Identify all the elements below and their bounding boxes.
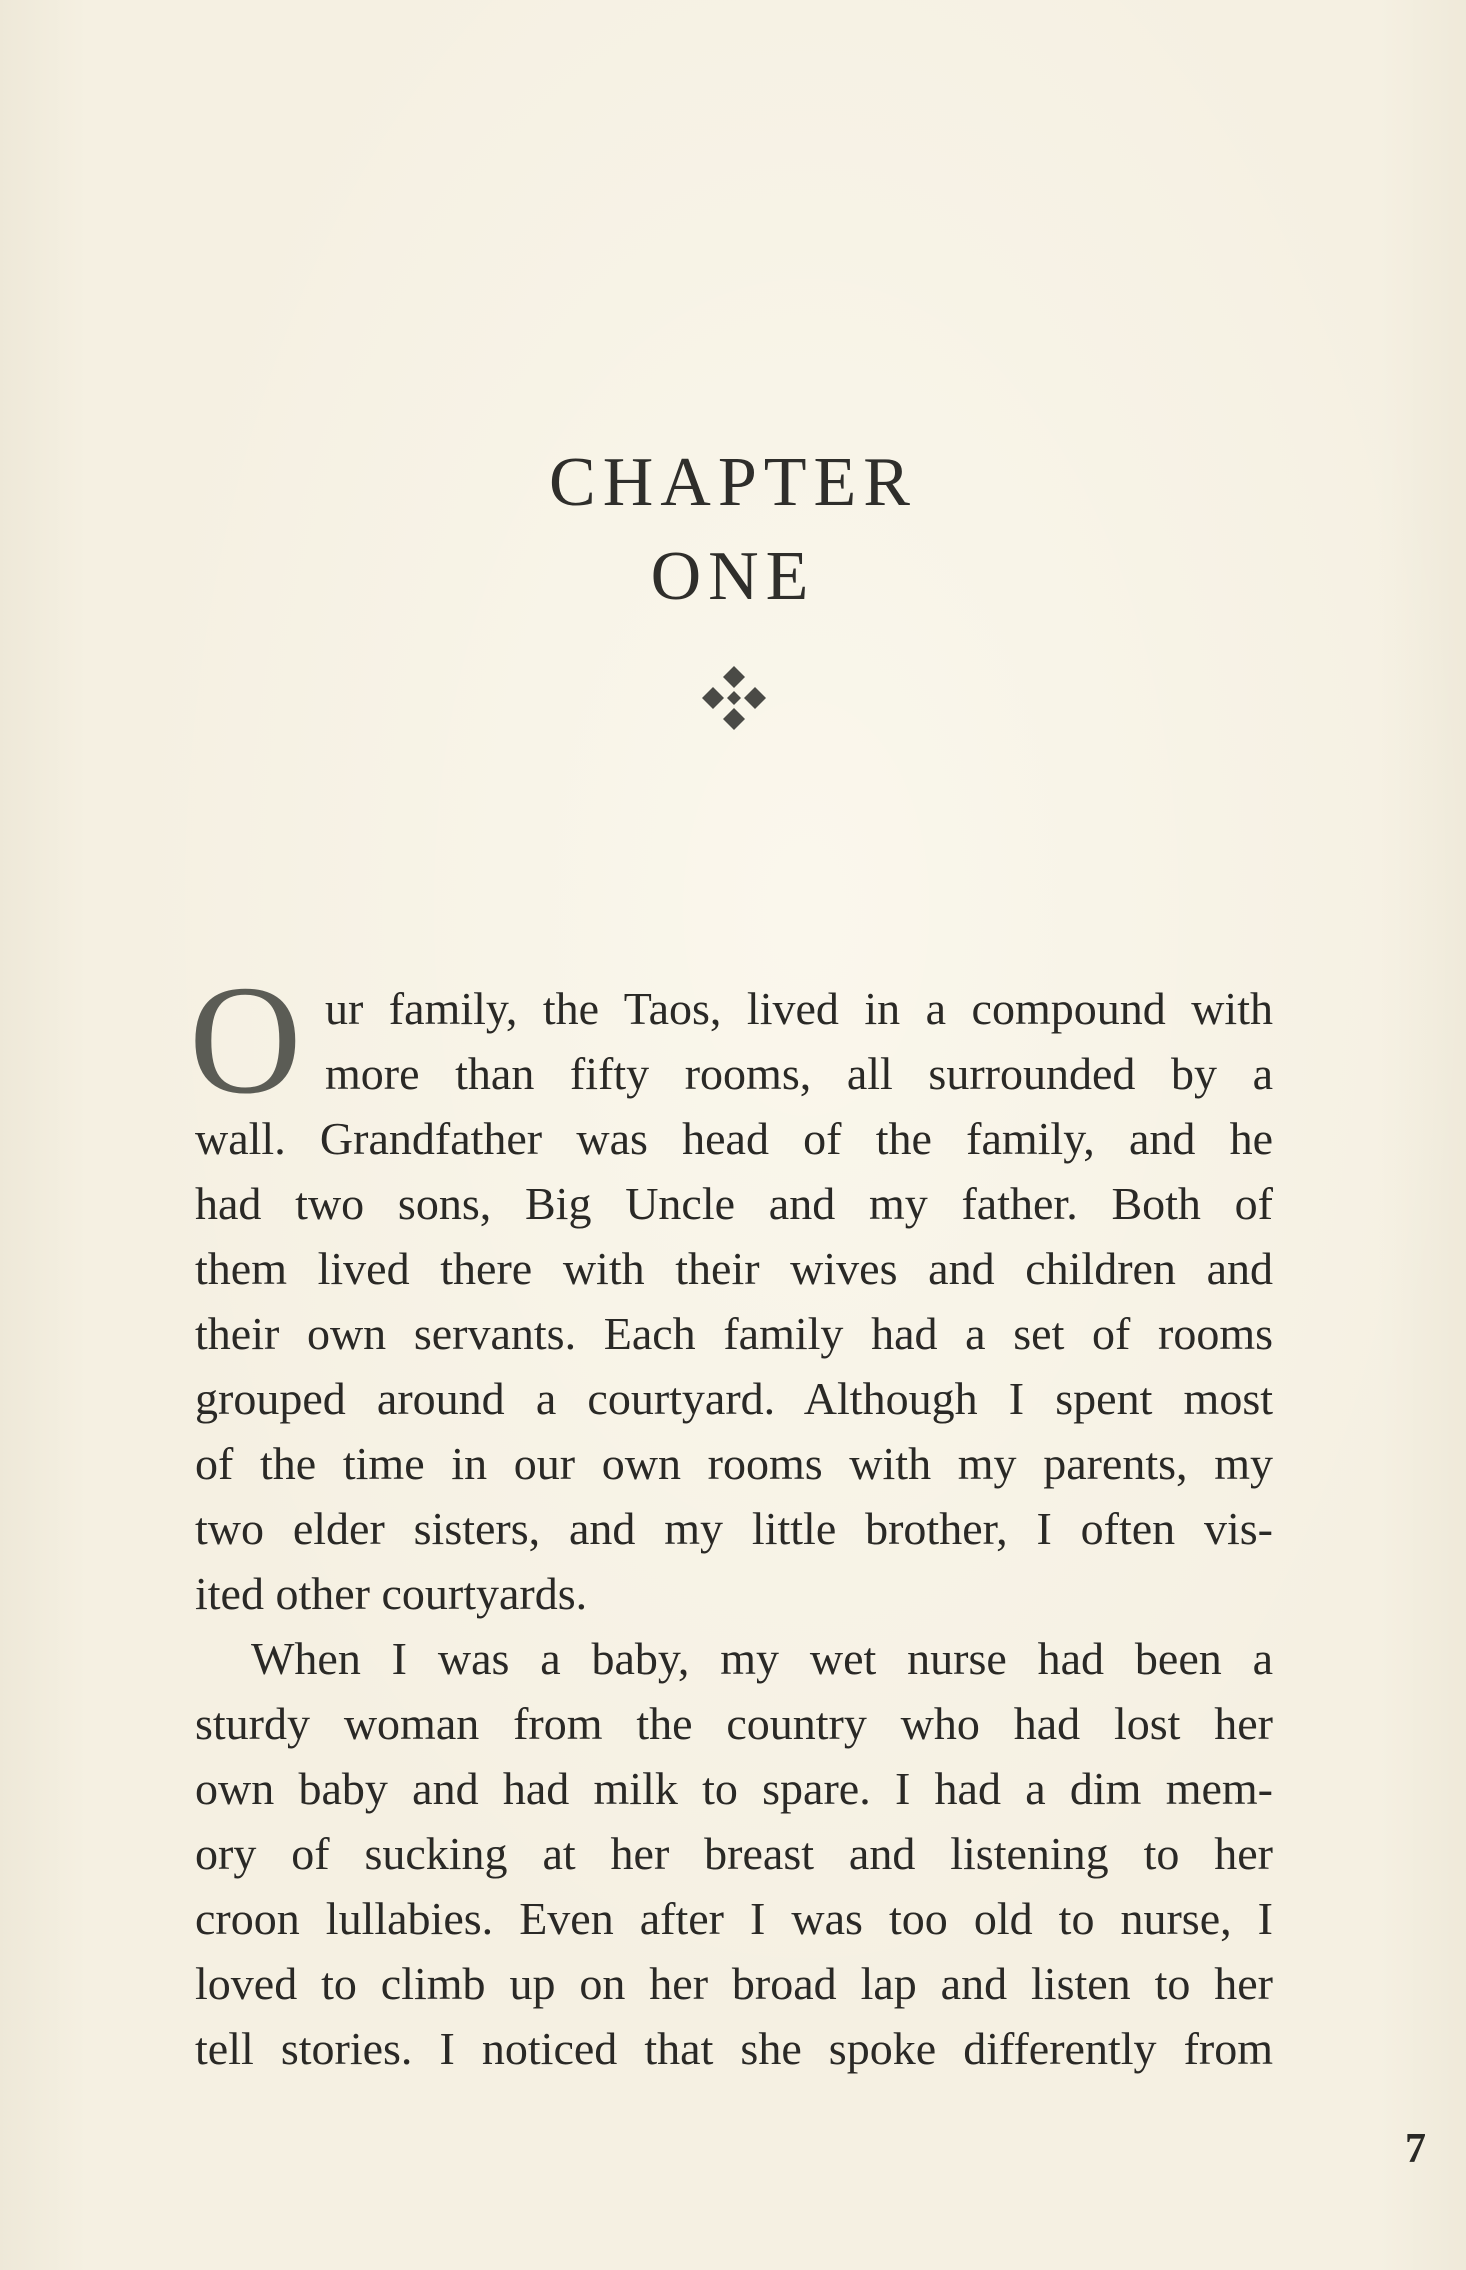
paragraph-2 [195,1626,1273,2081]
text-line: their own servants. Each family had a set of rooms [195,1308,1273,1359]
text-line: tell stories. I noticed that she spoke differently from [195,2023,1273,2074]
chapter-heading-number: ONE [650,538,816,615]
text-line: ited other courtyards. [195,1568,588,1619]
text-line: When I was a baby, my wet nurse had been a [251,1633,1273,1684]
drop-cap: O [189,953,302,1126]
text-line: two elder sisters, and my little brother, I often vis- [195,1503,1273,1554]
chapter-heading-word: CHAPTER [549,444,917,521]
text-line: grouped around a courtyard. Although I spent most [195,1373,1273,1424]
text-line: them lived there with their wives and children and [195,1243,1273,1294]
chapter-body [189,953,1273,2081]
paragraph-1 [189,953,1273,1626]
text-line: ory of sucking at her breast and listening to her [195,1828,1273,1879]
text-line: more than fifty rooms, all surrounded by a [325,1048,1273,1099]
text-line: of the time in our own rooms with my parents, my [195,1438,1273,1489]
text-line: had two sons, Big Uncle and my father. Both of [195,1178,1273,1229]
ornament-icon [700,664,768,732]
text-line: croon lullabies. Even after I was too old to nurse, I [195,1893,1273,1944]
text-line: ur family, the Taos, lived in a compound with [325,983,1273,1034]
text-line: sturdy woman from the country who had lost her [195,1698,1273,1749]
text-line: wall. Grandfather was head of the family, and he [195,1113,1273,1164]
text-line: own baby and had milk to spare. I had a dim mem- [195,1763,1273,1814]
page-number: 7 [1405,2126,1426,2172]
text-line: loved to climb up on her broad lap and listen to her [195,1958,1273,2009]
